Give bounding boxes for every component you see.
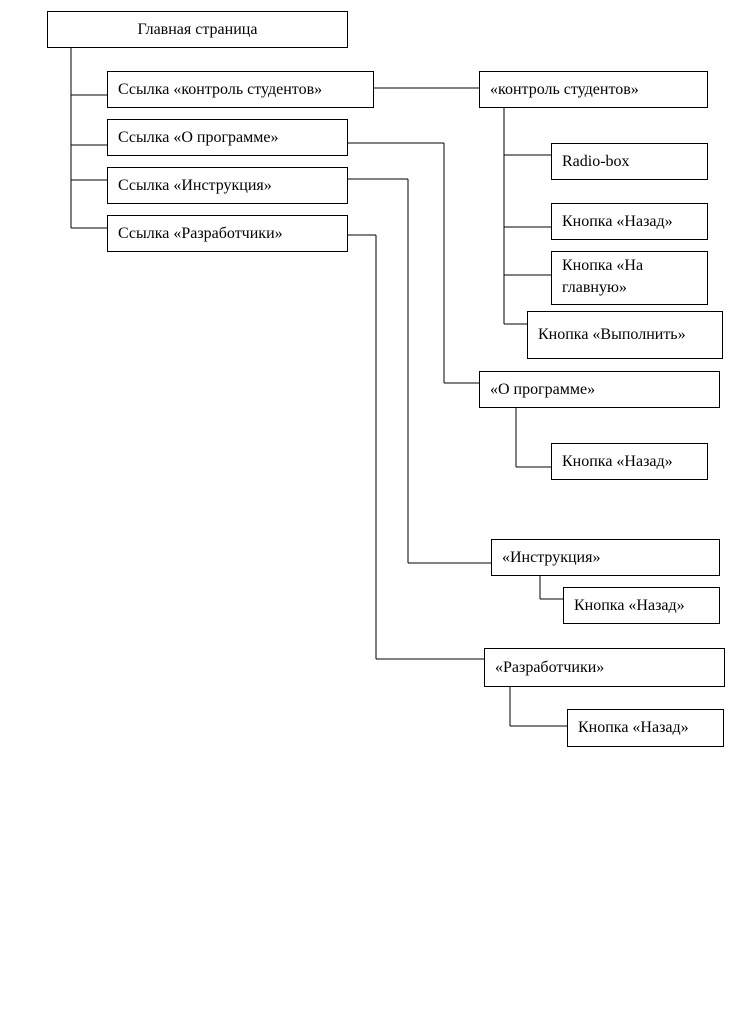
instructions-back-button-label: Кнопка «Назад» — [574, 596, 685, 614]
about-back-button[interactable] — [551, 443, 708, 480]
link-node-about-label: Ссылка «О программе» — [118, 128, 279, 146]
page-node-developers-label: «Разработчики» — [495, 658, 605, 676]
students-home-button[interactable] — [551, 251, 708, 305]
students-execute-button-label: Кнопка «Выполнить» — [538, 326, 686, 343]
page-node-about-label: «О программе» — [490, 380, 596, 398]
developers-back-button-label: Кнопка «Назад» — [578, 719, 689, 736]
page-node-students[interactable] — [479, 71, 708, 108]
link-node-instructions[interactable] — [107, 167, 348, 204]
page-node-instructions[interactable] — [491, 539, 720, 576]
about-back-button-label: Кнопка «Назад» — [562, 452, 673, 470]
link-node-developers[interactable] — [107, 215, 348, 252]
students-back-button[interactable] — [551, 203, 708, 240]
students-home-button-label: Кнопка «На главную» — [562, 257, 644, 296]
root-node-label: Главная страница — [137, 20, 258, 38]
developers-back-button[interactable] — [567, 709, 724, 747]
students-back-button-label: Кнопка «Назад» — [562, 212, 673, 230]
root-node-main-page[interactable] — [47, 11, 348, 48]
link-node-developers-label: Ссылка «Разработчики» — [118, 224, 283, 242]
link-node-instructions-label: Ссылка «Инструкция» — [118, 176, 272, 194]
link-node-about[interactable] — [107, 119, 348, 156]
instructions-back-button[interactable] — [563, 587, 720, 624]
students-radio-box-label: Radio-box — [562, 152, 630, 170]
page-node-students-label: «контроль студентов» — [490, 80, 639, 98]
link-node-students[interactable] — [107, 71, 374, 108]
students-radio-box[interactable] — [551, 143, 708, 180]
link-node-students-label: Ссылка «контроль студентов» — [118, 80, 323, 98]
page-node-instructions-label: «Инструкция» — [502, 548, 601, 566]
page-node-about[interactable] — [479, 371, 720, 408]
page-node-developers[interactable] — [484, 648, 725, 687]
students-execute-button[interactable] — [527, 311, 723, 359]
